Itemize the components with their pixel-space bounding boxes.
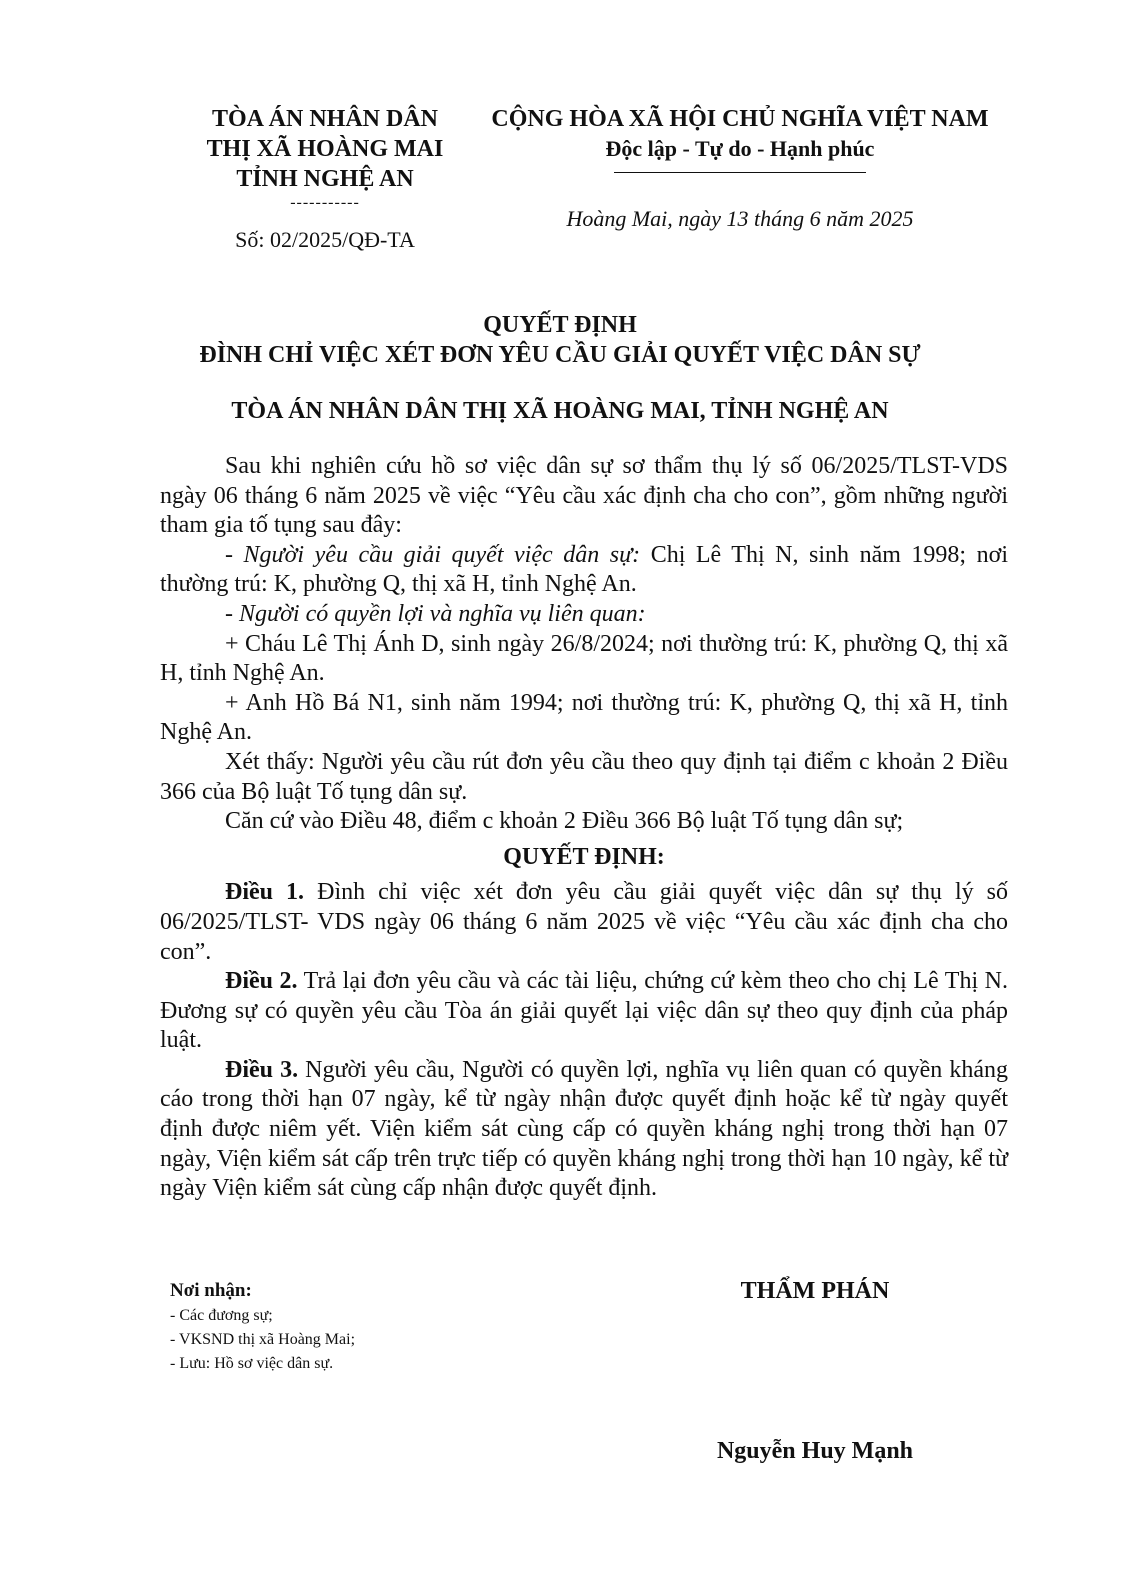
document-title: QUYẾT ĐỊNH (483, 312, 637, 338)
recipient-item: - Lưu: Hồ sơ việc dân sự. (170, 1355, 334, 1372)
article-2-text: Trả lại đơn yêu cầu và các tài liệu, chứng cứ kèm theo cho chị Lê Thị N. Đương sự có quyền yêu cầu Tòa án giải quyết lại việc dân sự theo quy định của pháp luật. (160, 968, 1008, 1054)
paragraph-related-party-1: + Cháu Lê Thị Ánh D, sinh ngày 26/8/2024; nơi thường trú: K, phường Q, thị xã H, tỉnh Nghệ An. (160, 630, 1008, 687)
recipients-label: Nơi nhận: (170, 1280, 252, 1301)
signer-name: Nguyễn Huy Mạnh (716, 1438, 914, 1464)
decision-heading: QUYẾT ĐỊNH: (503, 843, 665, 870)
signer-title: THẨM PHÁN (740, 1278, 890, 1304)
court-name-line-2: THỊ XÃ HOÀNG MAI (206, 136, 444, 162)
document-body (160, 452, 1008, 1204)
requester-text: Chị Lê Thị N, sinh năm 1998; nơi thường trú: K, phường Q, thị xã H, tỉnh Nghệ An. (160, 541, 1008, 598)
article-2-label: Điều 2. (225, 968, 298, 995)
article-3 (160, 1056, 1008, 1204)
decision-number: Số: 02/2025/QĐ-TA (235, 227, 415, 252)
article-2 (160, 967, 1008, 1056)
paragraph-related-parties-label (160, 600, 1008, 630)
national-motto: Độc lập - Tự do - Hạnh phúc (605, 136, 875, 161)
document-subtitle: ĐÌNH CHỈ VIỆC XÉT ĐƠN YÊU CẦU GIẢI QUYẾT VIỆC DÂN SỰ (199, 342, 921, 368)
motto-underline (614, 172, 866, 173)
article-1-text: Đình chỉ việc xét đơn yêu cầu giải quyết việc dân sự thụ lý số 06/2025/TLST- VDS ngày 06 tháng 6 năm 2025 về việc “Yêu cầu xác định cha cho con”. (160, 879, 1009, 965)
paragraph-related-party-2: + Anh Hồ Bá N1, sinh năm 1994; nơi thường trú: K, phường Q, thị xã H, tỉnh Nghệ An. (160, 689, 1008, 746)
paragraph-intro: Sau khi nghiên cứu hồ sơ việc dân sự sơ thẩm thụ lý số 06/2025/TLST-VDS ngày 06 tháng 6 năm 2025 về việc “Yêu cầu xác định cha cho con”, gồm những người tham gia tố tụng sau đây: (160, 453, 1008, 539)
recipients-block (170, 1278, 590, 1376)
court-name-line-1: TÒA ÁN NHÂN DÂN (211, 106, 438, 132)
related-parties-label: - Người có quyền lợi và nghĩa vụ liên quan: (225, 600, 646, 627)
article-3-label: Điều 3. (225, 1056, 299, 1083)
article-3-text: Người yêu cầu, Người có quyền lợi, nghĩa vụ liên quan có quyền kháng cáo trong thời hạn 07 ngày, kể từ ngày nhận được quyết định hoặc kể từ ngày quyết định được niêm yết. Viện kiểm sát cùng cấp có quyền kháng nghị trong thời hạn 07 ngày, Viện kiểm sát cấp trên trực tiếp có quyền kháng nghị trong thời hạn 10 ngày, kể từ ngày Viện kiểm sát cùng cấp nhận được quyết định. (160, 1056, 1008, 1202)
court-header (160, 104, 490, 254)
issue-place-date: Hoàng Mai, ngày 13 tháng 6 năm 2025 (566, 206, 914, 231)
recipient-item: - Các đương sự; (170, 1307, 273, 1324)
paragraph-finding: Xét thấy: Người yêu cầu rút đơn yêu cầu theo quy định tại điểm c khoản 2 Điều 366 của Bộ luật Tố tụng dân sự. (160, 748, 1008, 805)
requester-label: - Người yêu cầu giải quyết việc dân sự: (225, 541, 641, 568)
recipient-item: - VKSND thị xã Hoàng Mai; (170, 1331, 356, 1348)
paragraph-legal-basis: Căn cứ vào Điều 48, điểm c khoản 2 Điều 366 Bộ luật Tố tụng dân sự; (225, 808, 904, 835)
header-dash-separator: ----------- (290, 194, 360, 211)
article-1 (160, 878, 1008, 967)
issuing-court-title: TÒA ÁN NHÂN DÂN THỊ XÃ HOÀNG MAI, TỈNH NGHỆ AN (231, 398, 889, 424)
article-1-label: Điều 1. (225, 879, 305, 906)
national-title: CỘNG HÒA XÃ HỘI CHỦ NGHĨA VIỆT NAM (491, 106, 989, 132)
document-titles (110, 310, 1010, 426)
court-name-line-3: TỈNH NGHỆ AN (236, 166, 414, 192)
paragraph-requester (160, 541, 1008, 600)
national-header (470, 104, 1010, 233)
